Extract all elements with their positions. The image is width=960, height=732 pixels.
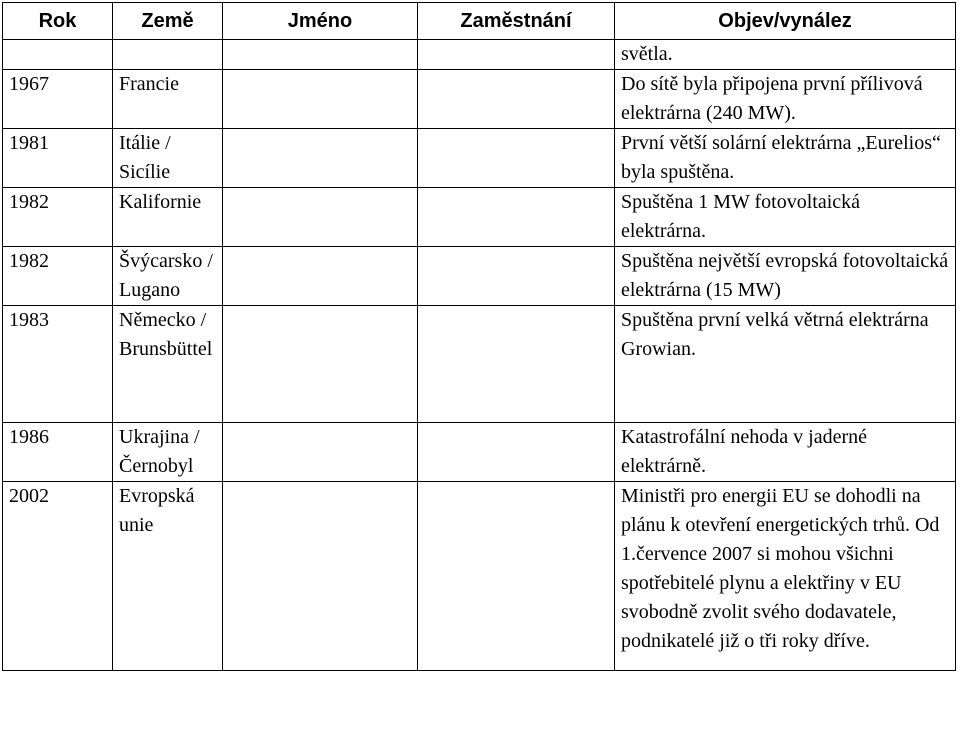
table-row [3,247,956,306]
name-cell [223,423,418,482]
year-cell: 1986 [3,423,113,482]
event-cell: Spuštěna největší evropská fotovoltaická elektrárna (15 MW) [615,247,956,306]
name-cell [223,70,418,129]
name-cell [223,482,418,671]
event-cell: Do sítě byla připojena první přílivová elektrárna (240 MW). [615,70,956,129]
table-row [3,40,956,70]
event-cell: světla. [615,40,956,70]
name-cell [223,247,418,306]
event-cell: Ministři pro energii EU se dohodli na plánu k otevření energetických trhů. Od 1.července 2007 si mohou všichni spotřebitelé plynu a elektřiny v EU svobodně zvolit svého dodavatele, podnikatelé již o tři roky dříve. [615,482,956,671]
year-cell: 1982 [3,188,113,247]
occupation-cell [418,129,615,188]
header-name: Jméno [223,3,418,40]
country-cell: Švýcarsko / Lugano [113,247,223,306]
name-cell [223,306,418,423]
year-cell: 1982 [3,247,113,306]
event-cell: Spuštěna 1 MW fotovoltaická elektrárna. [615,188,956,247]
event-cell: První větší solární elektrárna „Eurelios“ byla spuštěna. [615,129,956,188]
year-cell: 2002 [3,482,113,671]
occupation-cell [418,70,615,129]
occupation-cell [418,482,615,671]
country-cell: Itálie / Sicílie [113,129,223,188]
country-cell [113,40,223,70]
name-cell [223,188,418,247]
year-cell: 1967 [3,70,113,129]
header-discovery: Objev/vynález [615,3,956,40]
header-occupation: Zaměstnání [418,3,615,40]
country-cell: Německo / Brunsbüttel [113,306,223,423]
year-cell: 1983 [3,306,113,423]
table-row [3,70,956,129]
year-cell: 1981 [3,129,113,188]
year-cell [3,40,113,70]
table-row [3,482,956,671]
country-cell: Evropská unie [113,482,223,671]
header-row [3,3,956,40]
name-cell [223,40,418,70]
occupation-cell [418,423,615,482]
header-country: Země [113,3,223,40]
occupation-cell [418,40,615,70]
history-table [2,2,956,671]
country-cell: Kalifornie [113,188,223,247]
occupation-cell [418,247,615,306]
table-row [3,423,956,482]
header-year: Rok [3,3,113,40]
event-cell: Spuštěna první velká větrná elektrárna Growian. [615,306,956,423]
event-cell: Katastrofální nehoda v jaderné elektrárně. [615,423,956,482]
occupation-cell [418,188,615,247]
country-cell: Ukrajina / Černobyl [113,423,223,482]
occupation-cell [418,306,615,423]
table-row [3,306,956,423]
name-cell [223,129,418,188]
country-cell: Francie [113,70,223,129]
table-row [3,129,956,188]
table-row [3,188,956,247]
